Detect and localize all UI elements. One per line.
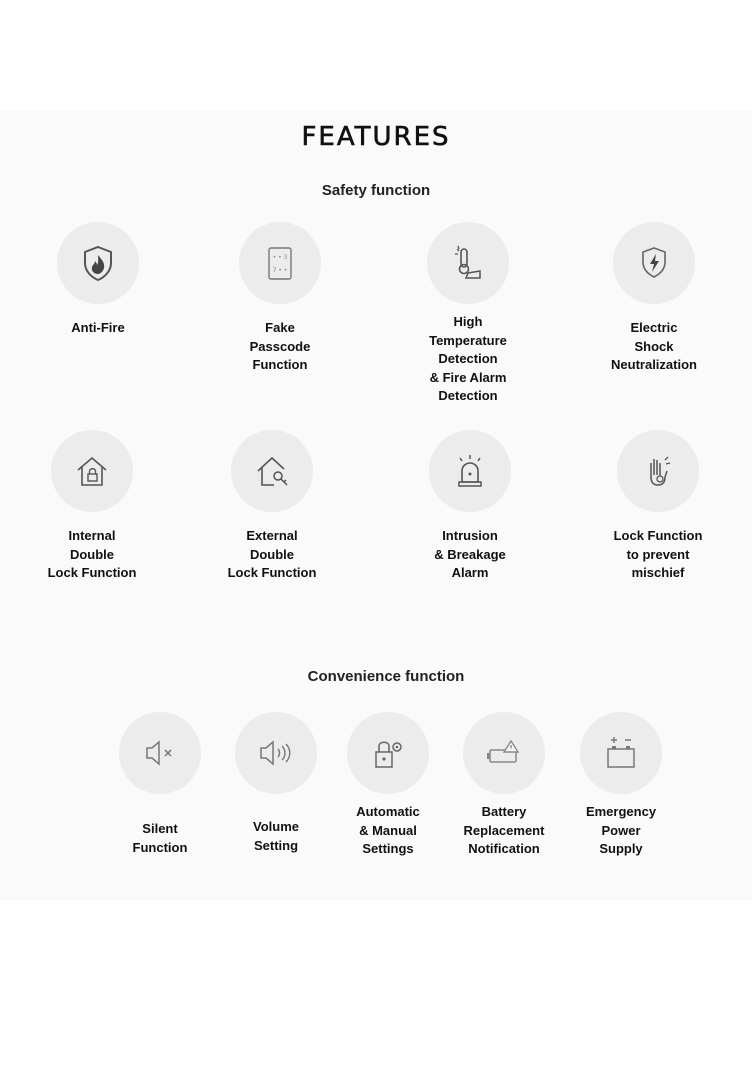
keypad-icon <box>260 243 300 283</box>
svg-text:• • 3: • • 3 <box>272 254 288 261</box>
feature-label: Automatic & Manual Settings <box>356 804 420 856</box>
lock-gear-icon <box>368 733 408 773</box>
svg-text:7 • •: 7 • • <box>272 267 288 274</box>
feature-fake-passcode <box>220 222 340 375</box>
speaker-volume-icon <box>256 733 296 773</box>
feature-label: External Double Lock Function <box>227 528 317 580</box>
lightning-shield-icon <box>634 243 674 283</box>
fire-shield-icon <box>78 243 118 283</box>
feature-external-double-lock <box>212 430 332 583</box>
battery-warning-icon <box>484 733 524 773</box>
feature-auto-manual <box>328 712 448 859</box>
feature-mischief-lock <box>598 430 718 583</box>
feature-battery-notification <box>444 712 564 859</box>
feature-label: Lock Function to prevent mischief <box>613 528 703 580</box>
feature-internal-double-lock <box>32 430 152 583</box>
speaker-mute-icon <box>140 733 180 773</box>
feature-high-temperature <box>408 222 528 406</box>
feature-volume <box>216 712 336 855</box>
feature-label: Battery Replacement Notification <box>463 804 545 856</box>
feature-label: Silent Function <box>132 821 188 855</box>
feature-label: Fake Passcode Function <box>249 320 311 372</box>
battery-terminal-icon <box>601 733 641 773</box>
house-key-icon <box>252 451 292 491</box>
feature-electric-shock <box>594 222 714 375</box>
feature-label: High Temperature Detection & Fire Alarm Detection <box>429 314 507 403</box>
siren-icon <box>450 451 490 491</box>
feature-label: Intrusion & Breakage Alarm <box>434 528 506 580</box>
feature-label: Internal Double Lock Function <box>47 528 137 580</box>
feature-label: Emergency Power Supply <box>585 804 657 856</box>
thermometer-hand-icon <box>448 243 488 283</box>
hand-touch-icon <box>638 451 678 491</box>
feature-intrusion-alarm <box>410 430 530 583</box>
feature-emergency-power <box>561 712 681 859</box>
page-title: FEATURES <box>301 122 451 152</box>
feature-label: Electric Shock Neutralization <box>611 320 697 372</box>
feature-silent <box>100 712 220 857</box>
safety-section-title: Safety function <box>321 182 431 199</box>
feature-anti-fire <box>38 222 158 338</box>
convenience-section-title: Convenience function <box>307 668 465 685</box>
feature-label: Anti-Fire <box>71 320 125 335</box>
house-lock-icon <box>72 451 112 491</box>
feature-label: Volume Setting <box>253 819 299 853</box>
